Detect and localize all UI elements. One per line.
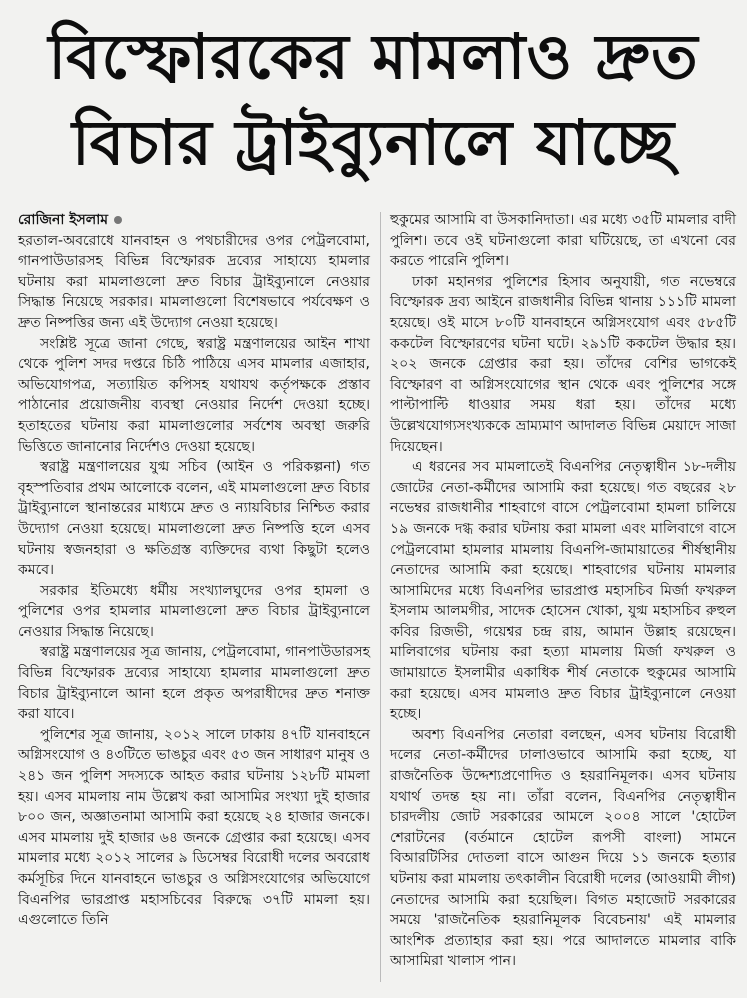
paragraph: অবশ্য বিএনপির নেতারা বলছেন, এসব ঘটনায় বিরোধী দলের নেতা-কর্মীদের ঢালাওভাবে আসামি করা হচ্ছে, যা রাজনৈতিক উদ্দেশ্যপ্রণোদিত ও হয়রানিমূলক। এসব ঘটনায় যথার্থ তদন্ত হয় না। তাঁরা বলেন, বিএনপির নেতৃত্বাধীন চারদলীয় জোট সরকারের আমলে ২০০৪ সালে 'হোটেল শেরাটনের (বর্তমানে হোটেল রূপসী বাংলা) সামনে বিআরটিসির দোতলা বাসে আগুন দিয়ে ১১ জনকে হত্যার ঘটনায় করা মামলায় তৎকালীন বিরোধী দলের (আওয়ামী লীগ) নেতাদের আসামি করা হয়েছিল। বিগত মহাজোট সরকারের সময়ে 'রাজনৈতিক হয়রানিমূলক বিবেচনায়' এই মামলার আংশিক প্রত্যাহার করা হয়। পরে আদালতে মামলার বাকি আসামিরা খালাস পান। [390,726,736,970]
paragraph: সরকার ইতিমধ্যে ধর্মীয় সংখ্যালঘুদের ওপর হামলা ও পুলিশের ওপর হামলার মামলাগুলো দ্রুত বিচার ট্রাইব্যুনালে নেওয়ার সিদ্ধান্ত নিয়েছে। [18,582,370,640]
paragraph: সংশ্লিষ্ট সূত্রে জানা গেছে, স্বরাষ্ট্র মন্ত্রণালয়ের আইন শাখা থেকে পুলিশ সদর দপ্তরে চিঠি পাঠিয়ে এসব মামলার এজাহার, অভিযোগপত্র, সত্যায়িত কপিসহ যথাযথ কর্তৃপক্ষকে প্রস্তাব পাঠানোর প্রয়োজনীয় ব্যবস্থা নেওয়ার নির্দেশ দেওয়া হচ্ছে। হতাহতের ঘটনায় করা মামলাগুলোর সর্বশেষ অবস্থা জরুরি ভিত্তিতে জানানোর নির্দেশও দেওয়া হয়েছে। [18,335,370,455]
byline-name: রোজিনা ইসলাম [18,212,109,228]
right-column [390,210,736,972]
paragraph: পুলিশের সূত্র জানায়, ২০১২ সালে ঢাকায় ৪৭টি যানবাহনে অগ্নিসংযোগ ও ৪৩টিতে ভাঙচুর এবং ৫৩ জন সাধারণ মানুষ ও ২৪১ জন পুলিশ সদস্যকে আহত করার ঘটনায় ১২৮টি মামলা হয়। এসব মামলায় নাম উল্লেখ করা আসামির সংখ্যা দুই হাজার ৮০০ জন, অজ্ঞাতনামা আসামি করা হয়েছে ২৪ হাজার জনকে। এসব মামলায় দুই হাজার ৬৪ জনকে গ্রেপ্তার করা হয়েছে। এসব মামলার মধ্যে ২০১২ সালের ৯ ডিসেম্বর বিরোধী দলের অবরোধ কর্মসূচির দিনে যানবাহনে ভাঙচুর ও অগ্নিসংযোগের অভিযোগে বিএনপির ভারপ্রাপ্ত মহাসচিবের বিরুদ্ধে ৩৭টি মামলা হয়। এগুলোতে তিনি [18,726,370,929]
paragraph: হরতাল-অবরোধে যানবাহন ও পথচারীদের ওপর পেট্রলবোমা, গানপাউডারসহ বিভিন্ন বিস্ফোরক দ্রব্যের সাহায্যে হামলার ঘটনায় করা মামলাগুলো দ্রুত বিচার ট্রাইব্যুনালে নেওয়ার সিদ্ধান্ত নিয়েছে সরকার। মামলাগুলো বিশেষভাবে পর্যবেক্ষণ ও দ্রুত নিষ্পত্তির জন্য এই উদ্যোগ নেওয়া হয়েছে। [18,232,370,331]
byline-dot-icon [114,216,122,224]
paragraph: এ ধরনের সব মামলাতেই বিএনপির নেতৃত্বাধীন ১৮-দলীয় জোটের নেতা-কর্মীদের আসামি করা হয়েছে। গত বছরের ২৮ নভেম্বর রাজধানীর শাহবাগে বাসে পেট্রলবোমা হামলা চালিয়ে ১৯ জনকে দগ্ধ করার ঘটনায় করা মামলা এবং মালিবাগে বাসে পেট্রলবোমা হামলার মামলায় বিএনপি-জামায়াতের শীর্ষস্থানীয় নেতাদের আসামি করা হয়েছে। শাহবাগের ঘটনায় মামলার আসামিদের মধ্যে বিএনপির ভারপ্রাপ্ত মহাসচিব মির্জা ফখরুল ইসলাম আলমগীর, সাদেক হোসেন খোকা, যুগ্ম মহাসচিব রুহুল কবির রিজভী, গয়েশ্বর চন্দ্র রায়, আমান উল্লাহ রয়েছেন। মালিবাগের ঘটনায় করা হত্যা মামলায় মির্জা ফখরুল ও জামায়াতে ইসলামীর একাধিক শীর্ষ নেতাকে হুকুমের আসামি করা হয়েছে। এসব মামলাও দ্রুত বিচার ট্রাইব্যুনালে নেওয়া হচ্ছে। [390,459,736,723]
left-column [18,210,370,931]
headline-line-2: বিচার ট্রাইব্যুনালে যাচ্ছে [71,106,676,179]
paragraph: স্বরাষ্ট্র মন্ত্রণালয়ের সূত্র জানায়, পেট্রলবোমা, গানপাউডারসহ বিভিন্ন বিস্ফোরক দ্রব্যের সাহায্যে হামলার মামলাগুলো দ্রুত বিচার ট্রাইব্যুনালে আনা হলে প্রকৃত অপরাধীদের দ্রুত শনাক্ত করা যাবে। [18,644,370,723]
paragraph: হুকুমের আসামি বা উসকানিদাতা। এর মধ্যে ৩৫টি মামলার বাদী পুলিশ। তবে ওই ঘটনাগুলো কারা ঘটিয়েছে, তা এখনো বের করতে পারেনি পুলিশ। [390,212,736,270]
paragraph: ঢাকা মহানগর পুলিশের হিসাব অনুযায়ী, গত নভেম্বরে বিস্ফোরক দ্রব্য আইনে রাজধানীর বিভিন্ন থানায় ১১১টি মামলা হয়েছে। ওই মাসে ৮০টি যানবাহনে অগ্নিসংযোগ এবং ৫৮৫টি ককটেল বিস্ফোরণের ঘটনা ঘটে। ২৯১টি ককটেল উদ্ধার হয়। ২০২ জনকে গ্রেপ্তার করা হয়। তাঁদের বেশির ভাগকেই বিস্ফোরণ বা অগ্নিসংযোগের স্থান থেকে এবং পুলিশের সঙ্গে পাল্টাপাল্টি ধাওয়ার সময় ধরা হয়। তাঁদের মধ্যে উল্লেখযোগ্যসংখ্যককে ভ্রাম্যমাণ আদালত বিভিন্ন মেয়াদে সাজা দিয়েছেন। [390,273,736,455]
headline [0,14,747,186]
headline-line-1: বিস্ফোরকের মামলাও দ্রুত [48,20,699,93]
column-divider [380,212,381,982]
byline [18,210,370,231]
paragraph: স্বরাষ্ট্র মন্ত্রণালয়ের যুগ্ম সচিব (আইন ও পরিকল্পনা) গত বৃহস্পতিবার প্রথম আলোকে বলেন, এই মামলাগুলো দ্রুত বিচার ট্রাইব্যুনালে স্থানান্তরের মাধ্যমে দ্রুত ও ন্যায়বিচার নিশ্চিত করার উদ্যোগ নেওয়া হয়েছে। মামলাগুলো দ্রুত নিষ্পত্তি হলে এসব ঘটনায় স্বজনহারা ও ক্ষতিগ্রস্ত ব্যক্তিদের ব্যথা কিছুটা হলেও কমবে। [18,459,370,579]
